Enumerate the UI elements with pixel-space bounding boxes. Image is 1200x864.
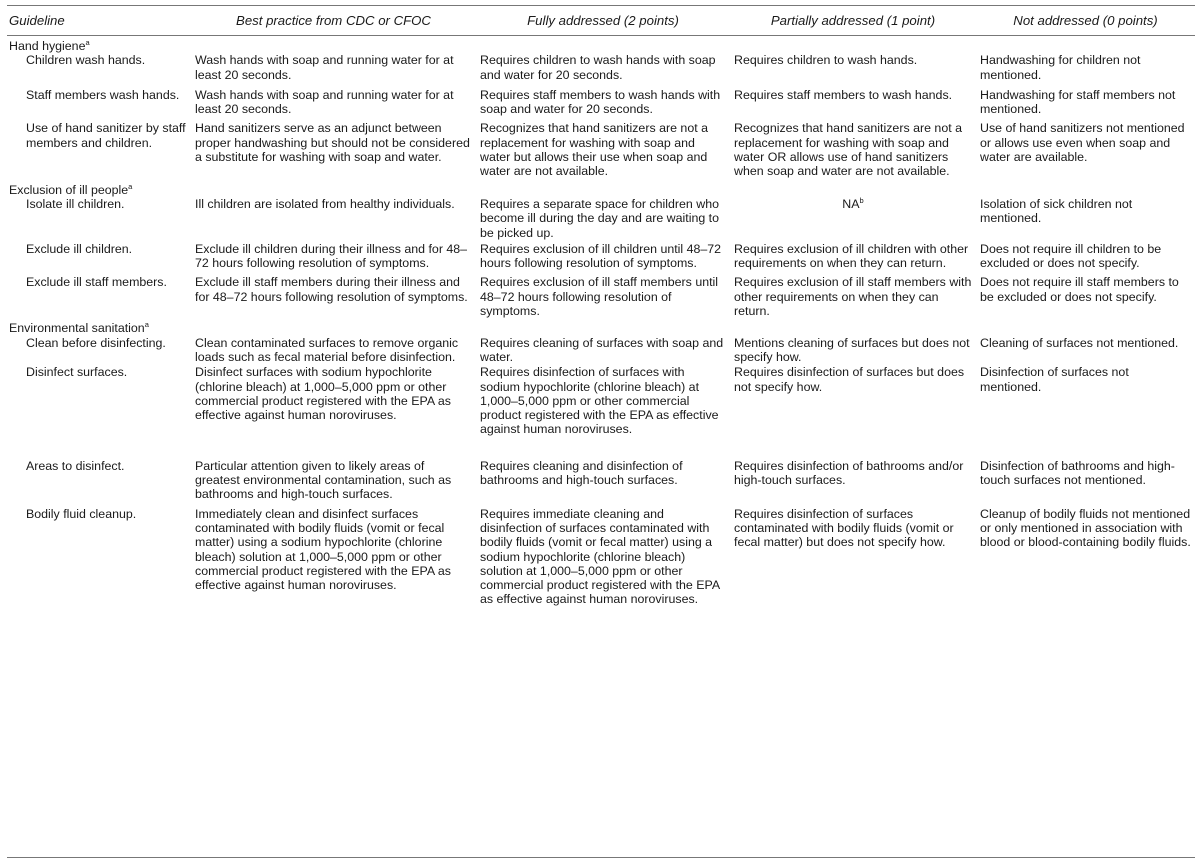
header-best-practice: Best practice from CDC or CFOC <box>191 6 476 36</box>
cell-text: Disinfect surfaces with sodium hypochlorite (chlorine bleach) at 1,000–5,000 ppm or other commercial product registered with the EPA as effective against human noroviruses. <box>195 365 451 423</box>
cell-guideline <box>7 88 191 122</box>
table-row <box>7 53 1195 88</box>
cell-best-practice <box>191 507 476 607</box>
cell-not-addressed <box>976 242 1195 276</box>
cell-partially-addressed <box>730 242 976 276</box>
cell-text: Exclude ill staff members during their illness and for 48–72 hours following resolution of symptoms. <box>195 275 468 304</box>
footnote-marker: a <box>128 181 133 191</box>
cell-text: Requires immediate cleaning and disinfection of surfaces contaminated with bodily fluids (vomit or fecal matter) using a sodium hypochlorite (chlorine bleach) solution at 1,000–5,000 ppm or other commercial product registered with the EPA as effective against human noroviruses. <box>480 506 720 607</box>
cell-fully-addressed <box>476 53 730 88</box>
cell-best-practice <box>191 88 476 122</box>
cell-text: Immediately clean and disinfect surfaces contaminated with bodily fluids (vomit or fecal matter) using a sodium hypochlorite (chlorine bleach) solution at 1,000–5,000 ppm or other commercial product registered with the EPA as effective against human noroviruses. <box>195 506 451 593</box>
cell-fully-addressed <box>476 507 730 607</box>
cell-text: Hand sanitizers serve as an adjunct between proper handwashing but should not be considered a substitute for washing with soap and water. <box>195 121 470 165</box>
cell-text: Use of hand sanitizers not mentioned or allows use even when soap and water are available. <box>980 121 1185 165</box>
cell-text: Requires a separate space for children who become ill during the day and are waiting to be picked up. <box>480 196 720 240</box>
cell-text: Requires children to wash hands. <box>734 53 918 68</box>
cell-best-practice <box>191 53 476 88</box>
cell-guideline <box>7 53 191 88</box>
cell-text: Children wash hands. <box>26 53 146 68</box>
table-header <box>7 6 1195 36</box>
table-row <box>7 242 1195 276</box>
cell-partially-addressed <box>730 365 976 458</box>
header-row <box>7 6 1195 36</box>
cell-text: Bodily fluid cleanup. <box>26 506 137 521</box>
cell-fully-addressed <box>476 197 730 242</box>
cell-guideline <box>7 275 191 318</box>
cell-text: Particular attention given to likely areas of greatest environmental contamination, such as bathrooms and high-touch surfaces. <box>195 458 452 502</box>
cell-fully-addressed <box>476 275 730 318</box>
cell-not-addressed <box>976 197 1195 242</box>
table-bottom-rule <box>7 857 1195 858</box>
cell-text: Wash hands with soap and running water for at least 20 seconds. <box>195 87 454 117</box>
cell-text: Requires staff members to wash hands with soap and water for 20 seconds. <box>480 87 721 117</box>
cell-guideline <box>7 365 191 458</box>
guideline-table-container <box>7 5 1195 607</box>
cell-not-addressed <box>976 53 1195 88</box>
cell-partially-addressed <box>730 336 976 366</box>
cell-text: Cleanup of bodily fluids not mentioned or only mentioned in association with blood or blood-containing bodily fluids. <box>980 506 1191 550</box>
cell-text: Handwashing for children not mentioned. <box>980 53 1141 82</box>
table-row <box>7 507 1195 607</box>
cell-text: Requires children to wash hands with soap and water for 20 seconds. <box>480 53 716 82</box>
section-title-text: Environmental sanitation <box>9 321 145 336</box>
cell-text: NA <box>842 196 860 211</box>
cell-text: Requires staff members to wash hands. <box>734 87 953 102</box>
cell-text: Exclude ill children during their illness and for 48–72 hours following resolution of symptoms. <box>195 241 468 271</box>
table-row <box>7 336 1195 366</box>
cell-text: Requires exclusion of ill children with other requirements on when they can return. <box>734 241 969 271</box>
header-fully-addressed: Fully addressed (2 points) <box>476 6 730 36</box>
cell-text: Disinfection of bathrooms and high-touch surfaces not mentioned. <box>980 458 1175 488</box>
table-body <box>7 36 1195 607</box>
cell-text: Requires disinfection of surfaces but does not specify how. <box>734 365 965 394</box>
cell-text: Clean before disinfecting. <box>26 335 166 350</box>
cell-fully-addressed <box>476 365 730 458</box>
cell-text: Exclude ill staff members. <box>26 275 167 290</box>
cell-fully-addressed <box>476 459 730 507</box>
cell-text: Areas to disinfect. <box>26 458 125 473</box>
cell-fully-addressed <box>476 121 730 179</box>
cell-text: Disinfection of surfaces not mentioned. <box>980 365 1129 394</box>
cell-not-addressed <box>976 507 1195 607</box>
cell-not-addressed <box>976 365 1195 458</box>
cell-partially-addressed <box>730 507 976 607</box>
section-title <box>7 318 1195 335</box>
section-row <box>7 36 1195 54</box>
cell-text: Does not require ill children to be excluded or does not specify. <box>980 241 1162 271</box>
cell-text: Mentions cleaning of surfaces but does not specify how. <box>734 335 970 364</box>
header-not-addressed: Not addressed (0 points) <box>976 6 1195 36</box>
cell-text: Handwashing for staff members not mentioned. <box>980 87 1176 117</box>
cell-guideline <box>7 459 191 507</box>
table-row <box>7 197 1195 242</box>
cell-text: Requires disinfection of surfaces contaminated with bodily fluids (vomit or fecal matter) but does not specify how. <box>734 506 954 550</box>
table-row <box>7 121 1195 179</box>
cell-fully-addressed <box>476 242 730 276</box>
cell-text: Requires exclusion of ill staff members with other requirements on when they can return. <box>734 275 972 319</box>
footnote-marker: a <box>85 37 90 47</box>
table-row <box>7 365 1195 458</box>
cell-partially-addressed <box>730 53 976 88</box>
cell-text: Recognizes that hand sanitizers are not a replacement for washing with soap and water OR allows use of hand sanitizers when soap and water are not available. <box>734 121 962 179</box>
cell-text: Staff members wash hands. <box>26 87 180 102</box>
cell-text: Does not require ill staff members to be excluded or does not specify. <box>980 275 1179 304</box>
cell-partially-addressed <box>730 275 976 318</box>
cell-text: Requires exclusion of ill staff members until 48–72 hours following resolution of symptoms. <box>480 275 719 319</box>
cell-not-addressed <box>976 88 1195 122</box>
cell-best-practice <box>191 121 476 179</box>
header-guideline: Guideline <box>7 6 191 36</box>
cell-partially-addressed <box>730 197 976 242</box>
cell-not-addressed <box>976 121 1195 179</box>
cell-text: Requires disinfection of bathrooms and/or high-touch surfaces. <box>734 458 964 488</box>
table-row <box>7 88 1195 122</box>
cell-text: Recognizes that hand sanitizers are not a replacement for washing with soap and water but allows their use when soap and water are not available. <box>480 121 708 179</box>
cell-text: Clean contaminated surfaces to remove organic loads such as fecal material before disinfection. <box>195 335 459 364</box>
cell-fully-addressed <box>476 336 730 366</box>
cell-best-practice <box>191 242 476 276</box>
table-row <box>7 275 1195 318</box>
cell-best-practice <box>191 336 476 366</box>
cell-guideline <box>7 507 191 607</box>
cell-guideline <box>7 197 191 242</box>
cell-not-addressed <box>976 459 1195 507</box>
cell-text: Exclude ill children. <box>26 241 133 256</box>
cell-not-addressed <box>976 336 1195 366</box>
section-title <box>7 36 1195 54</box>
section-title-text: Exclusion of ill people <box>9 182 129 197</box>
cell-text: Disinfect surfaces. <box>26 365 128 380</box>
cell-text: Wash hands with soap and running water for at least 20 seconds. <box>195 53 454 82</box>
cell-guideline <box>7 336 191 366</box>
section-title <box>7 180 1195 197</box>
cell-not-addressed <box>976 275 1195 318</box>
cell-text: Requires cleaning of surfaces with soap and water. <box>480 335 724 364</box>
cell-best-practice <box>191 365 476 458</box>
guideline-scoring-table <box>7 5 1195 607</box>
cell-partially-addressed <box>730 88 976 122</box>
cell-text: Cleaning of surfaces not mentioned. <box>980 335 1179 350</box>
cell-text: Isolate ill children. <box>26 196 125 211</box>
footnote-marker: a <box>144 320 149 330</box>
cell-text: Requires cleaning and disinfection of bathrooms and high-touch surfaces. <box>480 458 683 488</box>
cell-best-practice <box>191 275 476 318</box>
cell-partially-addressed <box>730 121 976 179</box>
cell-text: Ill children are isolated from healthy individuals. <box>195 196 455 211</box>
section-row <box>7 318 1195 335</box>
section-row <box>7 180 1195 197</box>
table-row <box>7 459 1195 507</box>
cell-fully-addressed <box>476 88 730 122</box>
cell-guideline <box>7 121 191 179</box>
cell-best-practice <box>191 459 476 507</box>
cell-best-practice <box>191 197 476 242</box>
cell-text: Use of hand sanitizer by staff members and children. <box>26 121 186 150</box>
header-partially-addressed: Partially addressed (1 point) <box>730 6 976 36</box>
cell-text: Requires exclusion of ill children until 48–72 hours following resolution of symptoms. <box>480 241 722 271</box>
section-title-text: Hand hygiene <box>9 39 86 53</box>
footnote-marker: b <box>859 195 864 205</box>
cell-text: Isolation of sick children not mentioned. <box>980 196 1133 226</box>
cell-text: Requires disinfection of surfaces with sodium hypochlorite (chlorine bleach) at 1,000–5,000 ppm or other commercial product registered with the EPA as effective against human noroviruses. <box>480 365 719 437</box>
cell-partially-addressed <box>730 459 976 507</box>
cell-guideline <box>7 242 191 276</box>
